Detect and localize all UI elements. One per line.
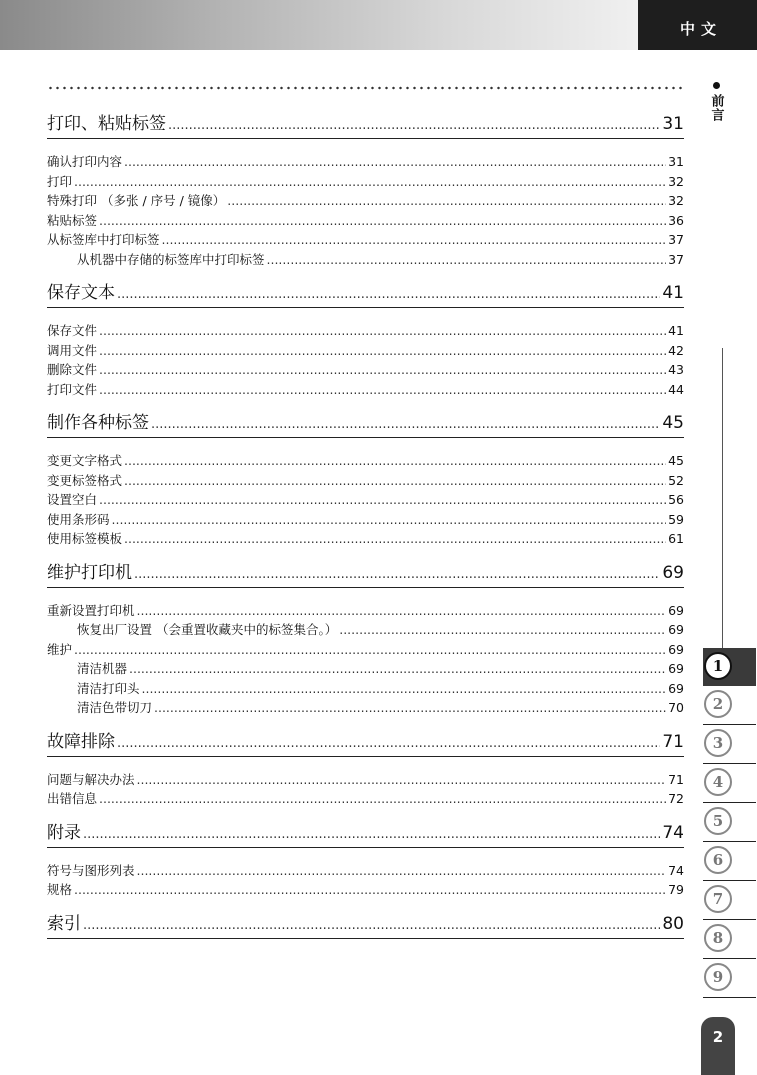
toc-entry[interactable] [47,659,684,679]
toc-entry[interactable] [47,490,684,510]
dot-leader [124,471,666,491]
toc-section [47,820,684,900]
toc-entry-page: 31 [668,154,684,169]
chapter-tab-4[interactable] [703,764,756,803]
dot-leader [137,861,667,881]
toc-entry-page: 69 [668,641,684,657]
chapter-tab-7[interactable] [703,881,756,920]
dot-leader [74,640,666,660]
toc-entry-title: 符号与图形列表 [47,862,135,878]
toc-entry-title: 打印 [47,173,73,189]
toc-entry-title: 设置空白 [47,492,98,507]
toc-entry[interactable] [47,341,684,361]
chapter-number-icon: 9 [704,963,732,991]
toc-chapter-heading[interactable] [47,729,684,757]
toc-entry-page: 69 [668,680,684,696]
toc-entry-page: 61 [668,531,684,546]
toc-section [47,410,684,549]
toc-chapter-heading[interactable] [47,410,684,438]
chapter-number-icon: 1 [704,652,732,680]
toc-entry-page: 32 [668,193,684,208]
toc-entry-page: 41 [668,323,684,338]
toc-entry[interactable] [47,880,684,900]
dot-leader [99,490,666,510]
chapter-number-icon: 6 [704,846,732,874]
toc-entry-title: 清洁机器 [77,661,128,676]
dot-leader [151,411,660,438]
toc-entry[interactable] [47,679,684,699]
toc-entry-title: 变更文字格式 [47,453,123,468]
toc-chapter-heading-page: 71 [662,731,684,752]
toc-entry-title: 使用条形码 [47,511,110,527]
toc-section [47,280,684,399]
chapter-tab-6[interactable] [703,842,756,881]
toc-chapter-heading-title: 维护打印机 [47,562,132,583]
toc-chapter-heading-title: 附录 [47,822,81,843]
toc-entry[interactable] [47,529,684,549]
dot-leader [124,152,666,172]
dot-leader [83,821,660,848]
dot-leader [124,451,666,471]
toc-entry[interactable] [47,360,684,380]
dot-leader [267,250,667,270]
toc-entry-title: 恢复出厂设置 （会重置收藏夹中的标签集合。） [77,622,338,637]
chapter-number-icon: 3 [704,729,732,757]
toc-entry-page: 70 [668,700,684,715]
dot-leader [129,659,666,679]
dot-leader [74,172,666,192]
language-label: 中文 [680,20,723,38]
toc-entry-title: 问题与解决办法 [47,771,135,787]
toc-entry[interactable] [47,770,684,790]
toc-chapter-heading-title: 索引 [47,913,81,934]
toc-entry[interactable] [47,191,684,211]
toc-section [47,560,684,718]
toc-entry-page: 69 [668,602,684,618]
toc-entry-title: 特殊打印 （多张 / 序号 / 镜像） [47,193,226,208]
toc-entry-page: 74 [668,862,684,878]
toc-entry-page: 59 [668,511,684,527]
toc-entry-page: 37 [668,251,684,267]
toc-chapter-heading-title: 打印、粘贴标签 [47,114,166,134]
dot-leader [117,730,660,757]
dot-leader [117,281,660,308]
toc-chapter-heading-page: 74 [662,822,684,843]
dot-leader [137,770,667,790]
toc-entry-page: 69 [668,622,684,637]
toc-chapter-heading-page: 69 [662,562,684,583]
dot-leader [112,510,667,530]
toc-entry[interactable] [47,380,684,400]
table-of-contents [47,111,684,952]
toc-entry-page: 71 [668,771,684,787]
dot-leader [99,380,666,400]
toc-entry-title: 保存文件 [47,323,98,338]
dot-leader [99,321,666,341]
toc-entry-title: 粘贴标签 [47,212,98,228]
dot-leader [142,679,667,699]
toc-section [47,729,684,809]
toc-entry-title: 确认打印内容 [47,154,123,169]
toc-entry-page: 72 [668,791,684,806]
toc-entry-title: 重新设置打印机 [47,602,135,618]
toc-entry-page: 43 [668,362,684,377]
dot-leader [339,620,666,640]
toc-entry-page: 37 [668,232,684,247]
toc-entry-page: 42 [668,342,684,358]
page-number: 2 [712,1028,724,1046]
toc-entry-page: 79 [668,882,684,897]
toc-chapter-heading-page: 80 [662,913,684,934]
toc-chapter-heading-title: 故障排除 [47,731,115,752]
toc-entry-title: 调用文件 [47,342,98,358]
toc-entry[interactable] [47,510,684,530]
toc-entry-page: 32 [668,173,684,189]
chapter-number-icon: 8 [704,924,732,952]
toc-entry-title: 删除文件 [47,362,98,377]
toc-entry-title: 维护 [47,641,73,657]
toc-entry-page: 56 [668,492,684,507]
chapter-tab-8[interactable] [703,920,756,959]
toc-chapter-heading-page: 41 [662,283,684,303]
dot-leader [74,880,666,900]
toc-entry[interactable] [47,698,684,718]
chapter-number-icon: 4 [704,768,732,796]
dot-leader [154,698,666,718]
toc-chapter-heading[interactable] [47,280,684,308]
preface-marker [704,82,728,122]
toc-entry-title: 规格 [47,882,73,897]
bullet-icon [713,82,720,89]
chapter-tab-1[interactable] [703,648,756,686]
toc-entry[interactable] [47,451,684,471]
chapter-tab-5[interactable] [703,803,756,842]
toc-section [47,911,684,939]
dot-leader [137,601,667,621]
toc-section [47,111,684,269]
toc-chapter-heading[interactable] [47,911,684,939]
chapter-number-icon: 7 [704,885,732,913]
chapter-tab-9[interactable] [703,959,756,998]
dot-leader [162,230,667,250]
chapter-number-icon: 5 [704,807,732,835]
toc-chapter-heading[interactable] [47,560,684,588]
dot-leader [124,529,666,549]
toc-entry-title: 从标签库中打印标签 [47,232,160,247]
toc-entry[interactable] [47,601,684,621]
toc-entry-title: 打印文件 [47,381,98,397]
toc-chapter-heading-title: 保存文本 [47,283,115,303]
toc-entry[interactable] [47,640,684,660]
toc-entry-page: 69 [668,661,684,676]
toc-entry-page: 45 [668,453,684,468]
toc-chapter-heading[interactable] [47,820,684,848]
toc-entry[interactable] [47,250,684,270]
dotted-divider [47,86,683,90]
toc-entry[interactable] [47,230,684,250]
toc-entry-page: 36 [668,212,684,228]
dot-leader [99,341,666,361]
toc-entry-title: 清洁色带切刀 [77,700,153,715]
dot-leader [227,191,666,211]
toc-chapter-heading-page: 31 [662,114,684,134]
dot-leader [83,912,660,939]
dot-leader [99,360,666,380]
toc-chapter-heading-title: 制作各种标签 [47,413,149,433]
toc-entry-page: 44 [668,381,684,397]
header-gradient-bar [0,0,638,50]
dot-leader [134,561,660,588]
toc-entry-page: 52 [668,472,684,488]
chapter-number-icon: 2 [704,690,732,718]
dot-leader [99,789,666,809]
toc-entry[interactable] [47,471,684,491]
toc-entry-title: 清洁打印头 [77,680,140,696]
toc-entry[interactable] [47,861,684,881]
chapter-tabs [703,648,756,998]
preface-label: 前言 [708,94,724,122]
toc-entry[interactable] [47,321,684,341]
toc-entry[interactable] [47,620,684,640]
page-number-tab [701,1017,735,1075]
toc-entry-title: 使用标签模板 [47,531,123,546]
toc-entry-title: 变更标签格式 [47,472,123,488]
toc-entry[interactable] [47,789,684,809]
toc-entry[interactable] [47,211,684,231]
toc-entry-title: 从机器中存储的标签库中打印标签 [77,251,265,267]
toc-entry[interactable] [47,152,684,172]
dot-leader [99,211,666,231]
sidebar-divider-line [722,348,723,648]
chapter-tab-3[interactable] [703,725,756,764]
toc-chapter-heading[interactable] [47,111,684,139]
toc-entry[interactable] [47,172,684,192]
dot-leader [168,112,660,139]
toc-entry-title: 出错信息 [47,791,98,806]
toc-chapter-heading-page: 45 [662,413,684,433]
chapter-tab-2[interactable] [703,686,756,725]
